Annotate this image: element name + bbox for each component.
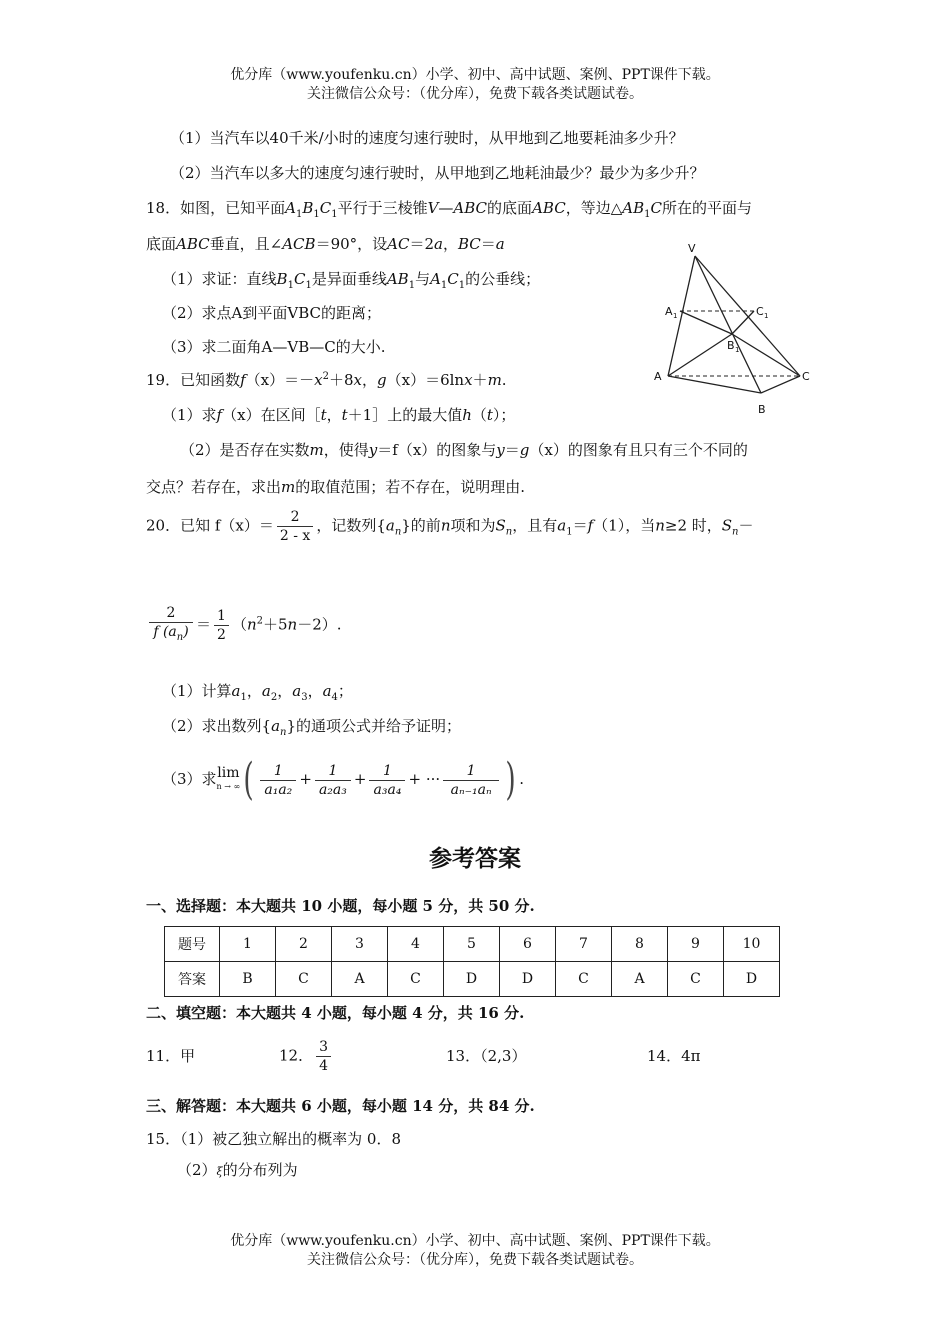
t: ) xyxy=(183,624,189,640)
s: 1 xyxy=(440,280,448,291)
t: x xyxy=(314,371,323,389)
label-a1: A xyxy=(665,305,673,318)
cell: D xyxy=(444,962,500,997)
t: aₙ₋₁aₙ xyxy=(450,781,492,798)
t: ； xyxy=(337,682,353,700)
t: n xyxy=(732,526,739,538)
header-line-2: 关注微信公众号：（优分库），免费下载各类试题试卷。 xyxy=(307,86,643,102)
t: a₂a₃ xyxy=(318,781,347,798)
t: . xyxy=(519,770,525,788)
t: （1）计算 xyxy=(162,682,232,700)
t: 1 xyxy=(315,762,351,781)
label-c: C xyxy=(802,370,810,383)
t: a xyxy=(495,235,505,253)
t: m xyxy=(281,478,296,496)
t: + ··· xyxy=(408,770,441,788)
t: S xyxy=(721,516,733,535)
label-v: V xyxy=(688,242,696,255)
fraction xyxy=(214,607,229,644)
s: 1 xyxy=(295,209,303,220)
section-3-heading: 三、解答题：本大题共 6 小题，每小题 14 分，共 84 分. xyxy=(146,1097,535,1115)
fraction xyxy=(443,762,499,799)
t: + xyxy=(353,770,367,788)
t: ＋8 xyxy=(328,371,354,389)
t: 20．已知 f（x）＝ xyxy=(146,516,274,535)
t: 与 xyxy=(415,270,431,288)
cell: 6 xyxy=(500,927,556,962)
t: + xyxy=(299,770,312,788)
t: C xyxy=(447,270,459,288)
t: 交点？若存在，求出 xyxy=(146,478,282,496)
t: 12． xyxy=(279,1046,314,1065)
t: （2）求出数列{ xyxy=(162,717,272,735)
t: 项和为 xyxy=(450,516,496,535)
t: ， xyxy=(361,371,377,389)
t: V—ABC xyxy=(427,199,488,217)
t: （x）＝－ xyxy=(245,371,315,389)
t: B xyxy=(302,199,314,217)
t: 3 xyxy=(301,692,308,703)
t: 所在的平面与 xyxy=(661,199,752,217)
q19-line1 xyxy=(146,369,507,390)
q19-part1 xyxy=(162,404,515,425)
t: 底面 xyxy=(146,235,177,253)
t: AB xyxy=(386,270,409,288)
t: 垂直，且∠ xyxy=(209,235,283,253)
edge-ab xyxy=(668,376,761,393)
edge-vb xyxy=(695,256,761,393)
t: ，记数列{ xyxy=(316,516,386,535)
t: y xyxy=(368,441,378,459)
t: －2）. xyxy=(297,615,342,634)
t: ＝ xyxy=(504,441,520,459)
answer-table xyxy=(164,926,780,997)
t: 1 xyxy=(240,692,247,703)
t: ，且有 xyxy=(512,516,558,535)
q18-part1 xyxy=(162,268,540,291)
t: x xyxy=(464,371,473,389)
t: 2 xyxy=(256,615,263,627)
q20-part3 xyxy=(162,754,525,805)
t: n xyxy=(505,526,513,538)
t: a xyxy=(271,717,281,735)
edge-vc xyxy=(695,256,800,376)
cell: C xyxy=(556,962,612,997)
t: （x）＝6ln xyxy=(386,371,465,389)
cell: 9 xyxy=(668,927,724,962)
t: t xyxy=(341,406,348,424)
t: 2 xyxy=(270,692,278,703)
t: ACB xyxy=(282,235,316,253)
t: ＝2 xyxy=(409,235,435,253)
t xyxy=(149,623,193,647)
q18-line1 xyxy=(146,197,752,220)
label-c1-sub: 1 xyxy=(764,312,769,320)
t: ，等边△ xyxy=(565,199,623,217)
t: n → ∞ xyxy=(216,782,241,791)
t: a xyxy=(292,682,302,700)
right-paren: ) xyxy=(505,754,516,805)
t: a xyxy=(322,682,332,700)
t: （x）的图象有且只有三个不同的 xyxy=(529,441,748,459)
t: g xyxy=(519,441,530,459)
t: x xyxy=(353,371,362,389)
q18-number: 18．如图，已知平面 xyxy=(146,199,286,217)
table-row xyxy=(165,927,780,962)
label-b1: B xyxy=(727,339,735,352)
t: （ xyxy=(231,615,247,634)
t: f (a xyxy=(153,624,177,640)
t: BC xyxy=(457,235,481,253)
t: ＋5 xyxy=(263,615,288,634)
t: 的底面 xyxy=(487,199,533,217)
t: n xyxy=(655,516,665,535)
t: f xyxy=(240,371,246,389)
t: ， xyxy=(277,682,293,700)
t: C xyxy=(650,199,662,217)
t: n xyxy=(394,526,402,538)
cell: A xyxy=(332,962,388,997)
fraction xyxy=(149,604,193,647)
t: f xyxy=(216,406,223,424)
fraction xyxy=(315,762,351,799)
t: C xyxy=(293,270,306,288)
t: 2 xyxy=(149,604,193,623)
t: （1）求 xyxy=(162,406,217,424)
q17-part2: （2）当汽车以多大的速度匀速行驶时，从甲地到乙地耗油最少？最少为多少升？ xyxy=(170,164,705,182)
answer-11: 11．甲 xyxy=(146,1047,196,1065)
fraction xyxy=(369,762,405,799)
t: A xyxy=(285,199,296,217)
t: ABC xyxy=(532,199,566,217)
t: a xyxy=(557,516,567,535)
t: g xyxy=(377,371,387,389)
t: h xyxy=(462,406,472,424)
t: AB xyxy=(622,199,645,217)
limit xyxy=(217,766,241,794)
edge-bc xyxy=(761,376,800,393)
t: }的通项公式并给予证明； xyxy=(286,717,462,735)
fraction xyxy=(260,762,296,799)
t: （1），当 xyxy=(593,516,656,535)
t: C xyxy=(319,199,332,217)
t: 平行于三棱锥 xyxy=(337,199,428,217)
label-a1-sub: 1 xyxy=(673,312,678,320)
t: 1 xyxy=(260,762,296,781)
t: 2 - x xyxy=(279,528,311,544)
t: ≥2 时， xyxy=(664,516,722,535)
edge-b1c1 xyxy=(732,311,754,334)
t: 的取值范围；若不存在，说明理由. xyxy=(295,478,526,496)
t: a₃a₄ xyxy=(373,781,402,798)
footer-line-1: 优分库（www.youfenku.cn）小学、初中、高中试题、案例、PPT课件下载。 xyxy=(230,1233,720,1249)
t: m xyxy=(309,441,324,459)
label-b: B xyxy=(758,403,766,416)
t: ＝f（x）的图象与 xyxy=(377,441,497,459)
t: a xyxy=(261,682,271,700)
t: － xyxy=(738,516,754,535)
t: ＋1］上的最大值 xyxy=(347,406,463,424)
t: }的前 xyxy=(401,516,441,535)
t: 4 xyxy=(319,1058,329,1074)
t: A xyxy=(430,270,441,288)
answers-title: 参考答案 xyxy=(429,846,521,872)
cell: C xyxy=(668,962,724,997)
s: 1 xyxy=(408,280,416,291)
answer-14: 14．4π xyxy=(647,1047,701,1065)
t: ABC xyxy=(176,235,210,253)
t: lim xyxy=(217,765,240,781)
t: 4 xyxy=(331,692,338,703)
t: ＝90°，设 xyxy=(315,235,388,253)
section-1-heading: 一、选择题：本大题共 10 小题，每小题 5 分，共 50 分. xyxy=(146,897,535,915)
s: 1 xyxy=(331,209,338,220)
fraction xyxy=(316,1038,331,1075)
t: t xyxy=(486,406,493,424)
section-2-heading: 二、填空题：本大题共 4 小题，每小题 4 分，共 16 分. xyxy=(146,1004,525,1022)
cell: A xyxy=(612,962,668,997)
t: ＝ xyxy=(572,516,588,535)
q18-part2: （2）求点A到平面VBC的距离； xyxy=(162,304,381,322)
t: 是异面垂线 xyxy=(311,270,387,288)
cell: C xyxy=(276,962,332,997)
label-c1: C xyxy=(756,305,764,318)
cell: 8 xyxy=(612,927,668,962)
cell: 3 xyxy=(332,927,388,962)
q19-part2-cont xyxy=(146,476,525,497)
answer-12 xyxy=(279,1038,334,1075)
t: . xyxy=(501,371,507,389)
t: ）； xyxy=(492,406,516,424)
t: a xyxy=(231,682,241,700)
t: 1 xyxy=(214,607,229,626)
s: 1 xyxy=(644,209,651,220)
q20-line2 xyxy=(146,604,342,647)
fraction xyxy=(277,508,313,545)
t: 2 xyxy=(277,508,313,527)
t: ＝ xyxy=(196,615,212,634)
t: n xyxy=(176,631,184,643)
t: （ xyxy=(471,406,487,424)
t: （3）求 xyxy=(162,770,217,788)
s: 1 xyxy=(313,209,320,220)
t: a₁a₂ xyxy=(264,781,293,798)
t: ， xyxy=(246,682,262,700)
header-line-1: 优分库（www.youfenku.cn）小学、初中、高中试题、案例、PPT课件下载。 xyxy=(230,67,720,83)
t: 的公垂线； xyxy=(465,270,541,288)
table-row xyxy=(165,962,780,997)
t: 2 xyxy=(217,626,226,643)
t: 2 xyxy=(322,371,329,382)
t: ，使得 xyxy=(323,441,369,459)
t: a xyxy=(434,235,443,253)
t: n xyxy=(246,615,257,634)
cell: B xyxy=(220,962,276,997)
t: S xyxy=(495,516,506,535)
t: 3 xyxy=(316,1038,331,1057)
s: 1 xyxy=(458,280,466,291)
t: m xyxy=(487,371,502,389)
cell: D xyxy=(500,962,556,997)
cell: 题号 xyxy=(165,927,220,962)
q18-part3: （3）求二面角A—VB—C的大小. xyxy=(162,338,386,356)
cell: 5 xyxy=(444,927,500,962)
cell: 10 xyxy=(724,927,780,962)
t: n xyxy=(287,615,298,634)
t: （1）求证：直线 xyxy=(162,270,277,288)
cell: 2 xyxy=(276,927,332,962)
cell: 答案 xyxy=(165,962,220,997)
t: n xyxy=(280,727,287,738)
left-paren: ( xyxy=(243,754,254,805)
t: ＋ xyxy=(472,371,488,389)
q15-part1: 15．（1）被乙独立解出的概率为 0．8 xyxy=(146,1130,401,1148)
t: （x）在区间［ xyxy=(222,406,321,424)
pyramid-figure xyxy=(650,238,820,423)
label-a: A xyxy=(654,370,662,383)
cell: C xyxy=(388,962,444,997)
t: 1 xyxy=(443,762,499,781)
t: 1 xyxy=(566,526,573,538)
q15-part2 xyxy=(177,1159,298,1180)
t: ， xyxy=(326,406,342,424)
s: 1 xyxy=(287,280,294,291)
t: ＝ xyxy=(480,235,496,253)
label-b1-sub: 1 xyxy=(735,346,740,354)
t: ， xyxy=(307,682,323,700)
t: 19．已知函数 xyxy=(146,371,241,389)
t: y xyxy=(496,441,505,459)
t: ξ xyxy=(216,1165,223,1178)
cell: 4 xyxy=(388,927,444,962)
answer-13: 13．（2,3） xyxy=(446,1047,527,1065)
q20-line1 xyxy=(146,508,754,545)
q20-part2 xyxy=(162,715,461,738)
t: f xyxy=(587,516,594,535)
t: （2）是否存在实数 xyxy=(180,441,310,459)
cell: D xyxy=(724,962,780,997)
t: a xyxy=(385,516,395,535)
t: ， xyxy=(442,235,458,253)
t: （2） xyxy=(177,1161,217,1179)
cell: 1 xyxy=(220,927,276,962)
t: 的分布列为 xyxy=(222,1161,298,1179)
footer-line-2: 关注微信公众号：（优分库），免费下载各类试题试卷。 xyxy=(307,1252,643,1268)
cell: 7 xyxy=(556,927,612,962)
t: t xyxy=(320,406,327,424)
t: B xyxy=(276,270,288,288)
q20-part1 xyxy=(162,680,353,703)
t: 1 xyxy=(369,762,405,781)
edge-ab1 xyxy=(668,334,732,376)
q17-part1: （1）当汽车以40千米/小时的速度匀速行驶时，从甲地到乙地要耗油多少升？ xyxy=(170,129,684,147)
q18-line2 xyxy=(146,233,505,254)
q19-part2 xyxy=(180,439,748,460)
t: AC xyxy=(387,235,410,253)
t: n xyxy=(440,516,451,535)
edge-a1b1 xyxy=(680,311,732,334)
s: 1 xyxy=(305,280,312,291)
